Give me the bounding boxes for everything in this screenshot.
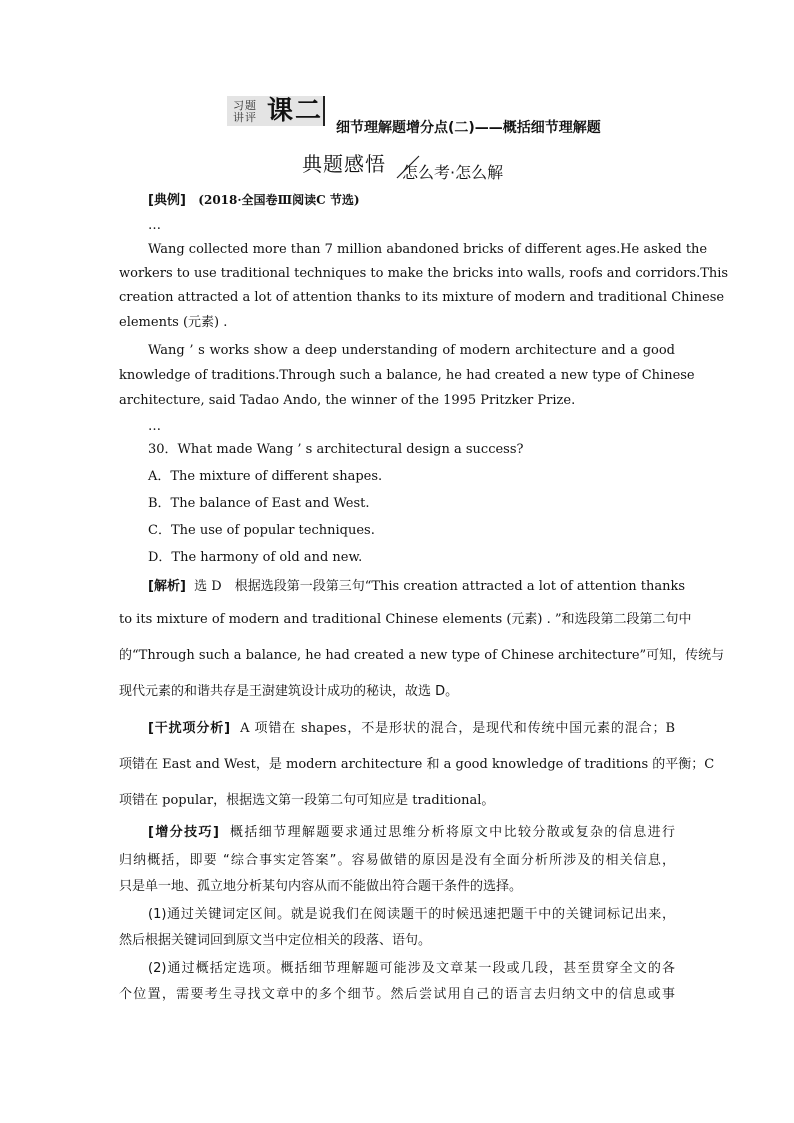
option-d: D．The harmony of old and new. — [148, 550, 363, 565]
question: 30．What made Wang ’ s architectural design a success? — [148, 442, 524, 457]
point2-line-2: 个位置，需要考生寻找文章中的多个细节。然后尝试用自己的语言去归纳文中的信息或事 — [119, 987, 675, 1002]
point2-line-1: (2)通过概括定选项。概括细节理解题可能涉及文章某一段或几段，甚至贯穿全文的各 — [148, 961, 675, 976]
p2-line-2: knowledge of traditions.Through such a balance, he had created a new type of Chinese — [119, 368, 695, 383]
p2-line-1: Wang ’ s works show a deep understanding of modern architecture and a good — [148, 343, 675, 358]
option-b: B．The balance of East and West. — [148, 496, 370, 511]
analysis-tag: [解析] — [148, 579, 186, 594]
lesson-label-small-top: 习题 — [233, 99, 257, 112]
analysis-text-1: 选 D 根据选段第一段第三句“This creation attracted a lot of attention thanks — [194, 579, 686, 594]
lesson-label — [227, 96, 325, 128]
tips-text-1: 概括细节理解题要求通过思维分析将原文中比较分散或复杂的信息进行 — [229, 825, 675, 840]
tips-line-3: 只是单一地、孤立地分析某句内容从而不能做出符合题干条件的选择。 — [119, 879, 523, 894]
distractor-line-1 — [148, 721, 675, 737]
p1-line-1: Wang collected more than 7 million abandoned bricks of different ages.He asked the — [148, 242, 708, 257]
example-source: (2018·全国卷Ⅲ阅读C 节选) — [198, 193, 360, 207]
distractor-tag: [干扰项分析] — [148, 721, 231, 736]
ellipsis-1: … — [148, 218, 161, 233]
example-tag: [典例] — [148, 193, 186, 208]
option-c: C．The use of popular techniques. — [148, 523, 375, 538]
banner-right: 怎么考·怎么解 — [402, 163, 504, 182]
analysis-line-3: 的“Through such a balance, he had created a new type of Chinese architecture”可知，传统与 — [119, 648, 725, 663]
point1-line-2: 然后根据关键词回到原文当中定位相关的段落、语句。 — [119, 933, 432, 948]
tips-line-2: 归纳概括，即要 “综合事实定答案”。容易做错的原因是没有全面分析所涉及的相关信息， — [119, 853, 675, 868]
p1-line-2: workers to use traditional techniques to make the bricks into walls, roofs and corridors.This — [119, 266, 729, 281]
analysis-line-1 — [148, 579, 686, 595]
lesson-label-small-bottom: 讲评 — [233, 111, 257, 124]
distractor-text-1: A 项错在 shapes，不是形状的混合，是现代和传统中国元素的混合；B — [240, 721, 675, 736]
distractor-line-3: 项错在 popular，根据选文第一段第二句可知应是 traditional。 — [119, 793, 495, 808]
option-a: A．The mixture of different shapes. — [148, 469, 383, 484]
banner-left: 典题感悟 — [302, 152, 386, 176]
tips-tag: [增分技巧] — [148, 825, 219, 840]
ellipsis-2: … — [148, 419, 161, 434]
p1-line-4: elements (元素) . — [119, 315, 228, 330]
point1-line-1: (1)通过关键词定区间。就是说我们在阅读题干的时候迅速把题干中的关键词标记出来， — [148, 907, 675, 922]
example-heading — [148, 192, 675, 209]
lesson-label-big: 课二 — [267, 96, 324, 126]
p1-line-3: creation attracted a lot of attention thanks to its mixture of modern and traditional Chinese — [119, 290, 725, 305]
tips-line-1 — [148, 825, 675, 841]
analysis-line-2: to its mixture of modern and traditional Chinese elements (元素) . ”和选段第二段第二句中 — [119, 612, 692, 627]
distractor-line-2: 项错在 East and West，是 modern architecture 和 a good knowledge of traditions 的平衡；C — [119, 757, 715, 772]
p2-line-3: architecture, said Tadao Ando, the winner of the 1995 Pritzker Prize. — [119, 393, 576, 408]
analysis-line-4: 现代元素的和谐共存是王澍建筑设计成功的秘诀，故选 D。 — [119, 684, 459, 699]
banner — [302, 148, 532, 180]
section-title: 细节理解题增分点(二)——概括细节理解题 — [336, 120, 601, 136]
